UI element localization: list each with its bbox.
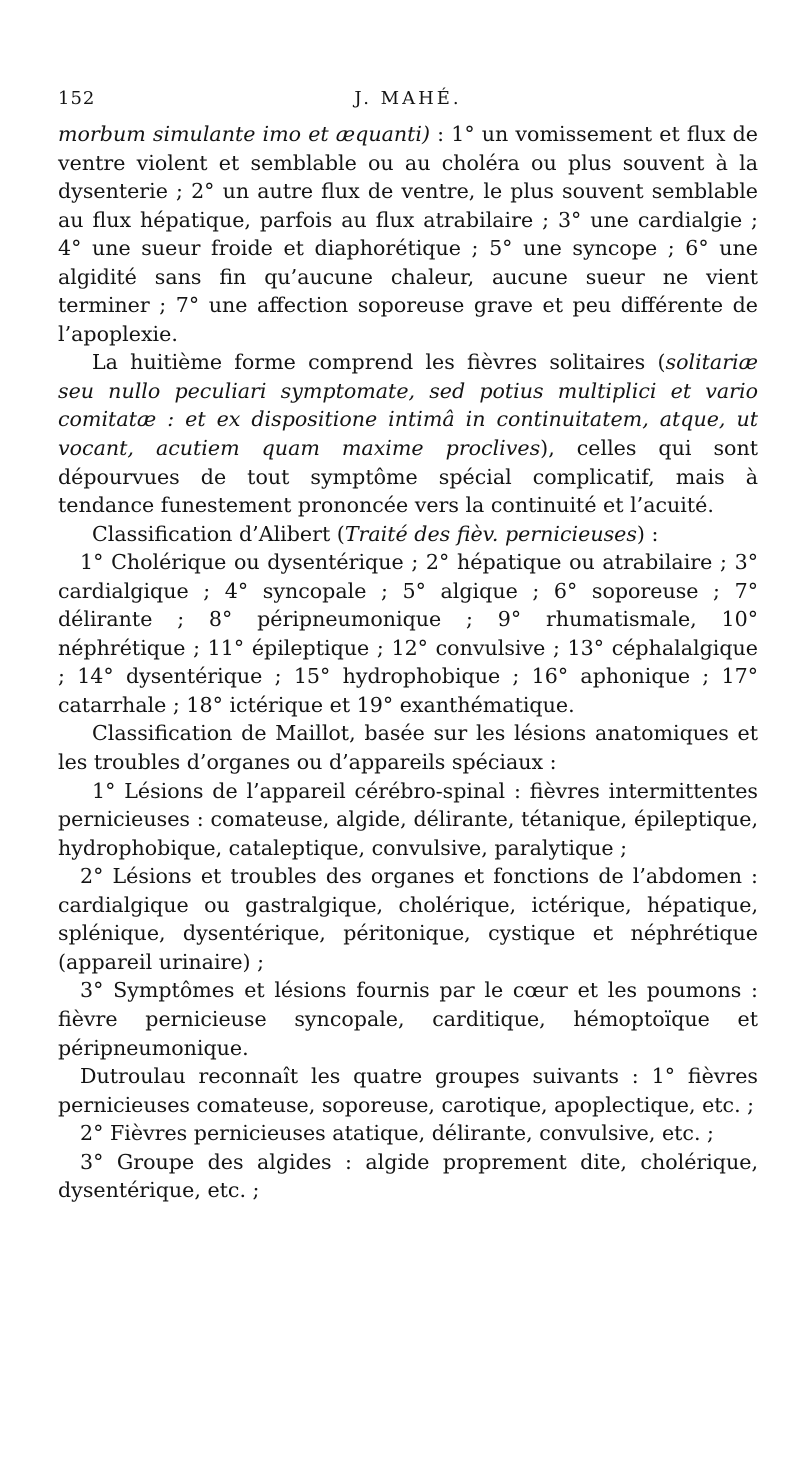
paragraph — [58, 120, 758, 348]
paragraph — [58, 976, 758, 1062]
text-segment: Classification de Maillot, basée sur les lésions anatomiques et les troubles d’organes ou d’appareils spéciaux : — [58, 721, 758, 775]
paragraph — [58, 1062, 758, 1119]
text-segment: 2° Lésions et troubles des organes et fonctions de l’abdomen : cardialgique ou gastralgique, cholérique, ictérique, hépatique, splénique, dysentérique, péritonique, cystique et néphrétique (appareil urinaire) ; — [58, 864, 758, 974]
paragraph — [58, 348, 758, 519]
text-segment: La huitième forme comprend les fièvres solitaires ( — [92, 350, 666, 375]
paragraph — [58, 1119, 758, 1148]
text-segment: 3° Groupe des algides : algide proprement dite, cholérique, dysentérique, etc. ; — [58, 1149, 758, 1203]
text-segment-italic: morbum simulante imo et æquanti) — [58, 122, 431, 146]
text-segment: 3° Symptômes et lésions fournis par le cœur et les poumons : fièvre pernicieuse syncopale, carditique, hémoptoïque et péripneumonique. — [58, 978, 758, 1060]
text-segment: Classification d’Alibert ( — [92, 521, 345, 546]
paragraph — [58, 1148, 758, 1205]
text-segment: 1° Cholérique ou dysentérique ; 2° hépatique ou atrabilaire ; 3° cardialgique ; 4° syncopale ; 5° algique ; 6° soporeuse ; 7° délirante ; 8° péripneumonique ; 9° rhumatismale, 10° néphrétique ; 11° épileptique ; 12° convulsive ; 13° céphalalgique ; 14° dysentérique ; 15° hydrophobique ; 16° aphonique ; 17° catarrhale ; 18° ictérique et 19° exanthématique. — [58, 550, 758, 717]
paragraph — [58, 548, 758, 719]
body-text — [58, 120, 758, 1205]
text-segment: ), celles qui sont dépourvues de tout symptôme spécial complicatif, mais à tendance funestement prononcée vers la continuité et l’acuité. — [58, 436, 758, 518]
running-head: J. MAHÉ. — [354, 88, 462, 109]
page-header — [58, 82, 758, 116]
text-segment: 1° Lésions de l’appareil cérébro-spinal : fièvres intermittentes pernicieuses : comateuse, algide, délirante, tétanique, épileptique, hydrophobique, cataleptique, convulsive, paralytique ; — [58, 778, 758, 860]
paragraph — [58, 862, 758, 976]
text-segment: ) : — [636, 521, 659, 546]
text-segment: Dutroulau reconnaît les quatre groupes suivants : 1° fièvres pernicieuses comateuse, soporeuse, carotique, apoplectique, etc. ; — [58, 1064, 758, 1117]
page-number: 152 — [58, 88, 96, 109]
text-segment: 2° Fièvres pernicieuses atatique, délirante, convulsive, etc. ; — [80, 1121, 714, 1146]
paragraph — [58, 520, 758, 549]
text-segment: : 1° un vomissement et flux de ventre violent et semblable ou au choléra ou plus souvent à la dysenterie ; 2° un autre flux de ventre, le plus souvent semblable au flux hépatique, parfois au flux atrabilaire ; 3° une cardialgie ; 4° une sueur froide et diaphorétique ; 5° une syncope ; 6° une algidité sans fin qu’aucune chaleur, aucune sueur ne vient terminer ; 7° une affection soporeuse grave et peu différente de l’apoplexie. — [58, 122, 758, 346]
text-segment-italic: solitariæ seu nullo peculiari symptomate, sed potius multiplici et vario comitatæ : et ex dispositione intimâ in continuitatem, atque, ut vocant, acutiem quam maxime proclives — [58, 350, 758, 461]
paragraph — [58, 719, 758, 776]
text-segment-italic: Traité des fièv. pernicieuses — [344, 521, 637, 546]
paragraph — [58, 777, 758, 863]
